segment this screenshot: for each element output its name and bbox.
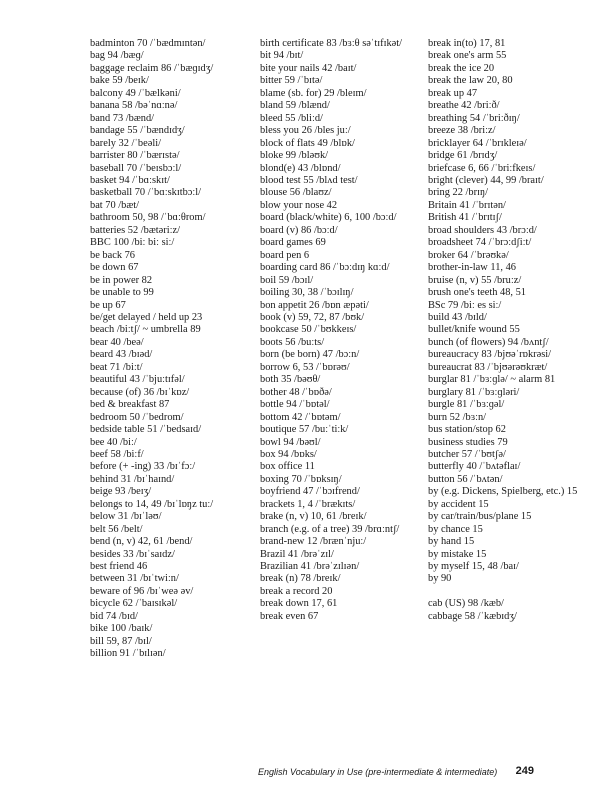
index-entry: bleed 55 /bliːd/ (260, 112, 323, 124)
index-entry: bureaucrat 83 /ˈbjʊərəʊkræt/ (428, 361, 548, 373)
index-entry: behind 31 /bɪˈhaɪnd/ (90, 473, 175, 485)
index-entry: blond(e) 43 /blɒnd/ (260, 162, 341, 174)
index-entry: breeze 38 /briːz/ (428, 125, 496, 137)
index-entry: badminton 70 /ˈbædmɪntən/ (90, 38, 206, 49)
index-entry: belongs to 14, 49 /bɪˈlɒŋz tuː/ (90, 498, 214, 510)
index-entry: blouse 56 /blaʊz/ (260, 187, 332, 199)
index-entry: bullet/knife wound 55 (428, 324, 520, 336)
index-entry: bite your nails 42 /baɪt/ (260, 62, 357, 74)
index-entry: brush one's teeth 48, 51 (428, 287, 526, 299)
index-entry: break down 17, 61 (260, 598, 338, 610)
index-entry: branch (e.g. of a tree) 39 /brɑːntʃ/ (260, 523, 400, 535)
index-entry: basketball 70 /ˈbɑːskɪtbɔːl/ (90, 187, 202, 199)
index-entry: by 90 (428, 573, 452, 585)
index-entry: be up 67 (90, 299, 126, 311)
index-entry: beige 93 /beɪʒ/ (90, 486, 152, 498)
index-entry: boots 56 /buːts/ (260, 336, 325, 348)
index-entry: bedroom 50 /ˈbedrom/ (90, 411, 184, 423)
index-entry: Brazilian 41 /brəˈzɪlɪən/ (260, 561, 360, 573)
index-entry: bring 22 /brɪŋ/ (428, 187, 488, 199)
index-entry: by accident 15 (428, 498, 489, 510)
index-entry: basket 94 /ˈbɑːskɪt/ (90, 174, 170, 186)
index-entry: blood test 55 /blʌd test/ (260, 174, 358, 186)
index-entry: boxing 70 /ˈbɒksɪŋ/ (260, 473, 342, 485)
index-entry: bear 40 /beə/ (90, 336, 144, 348)
index-entry: boarding card 86 /ˈbɔːdɪŋ kɑːd/ (260, 262, 390, 274)
index-entry: borrow 6, 53 /ˈbɒrəʊ/ (260, 361, 350, 373)
index-entry: bon appetit 26 /bɒn æpəti/ (260, 299, 369, 311)
index-entry: bicycle 62 /ˈbaɪsɪkəl/ (90, 598, 178, 610)
index-entry: break even 67 (260, 610, 319, 622)
index-entry: bill 59, 87 /bɪl/ (90, 635, 152, 647)
page-number: 249 (515, 765, 534, 777)
index-entry: business studies 79 (428, 436, 508, 448)
index-entry: bid 74 /bɪd/ (90, 610, 138, 622)
index-entry: bend (n, v) 42, 61 /bend/ (90, 536, 193, 548)
index-entry: bruise (n, v) 55 /bruːz/ (428, 274, 522, 286)
index-entry: bunch (of flowers) 94 /bʌntʃ/ (428, 336, 549, 348)
index-entry: brake (n, v) 10, 61 /breɪk/ (260, 511, 367, 523)
index-entry: bottom 42 /ˈbɒtəm/ (260, 411, 341, 423)
index-entry: Britain 41 /ˈbrɪtən/ (428, 199, 506, 211)
index-entry: brackets 1, 4 /ˈbrækɪts/ (260, 498, 356, 510)
index-entry: banana 58 /bəˈnɑːnə/ (90, 100, 178, 112)
index-entry: beard 43 /bɪəd/ (90, 349, 153, 361)
index-entry: build 43 /bɪld/ (428, 311, 487, 323)
index-entry: break up 47 (428, 87, 478, 99)
index-entry: BBC 100 /biː biː siː/ (90, 237, 175, 249)
index-entry: box 94 /bɒks/ (260, 448, 317, 460)
index-entry: besides 33 /bɪˈsaɪdz/ (90, 548, 175, 560)
index-entry: broker 64 /ˈbrəʊkə/ (428, 249, 509, 261)
index-entry: blow your nose 42 (260, 199, 338, 211)
index-entry: billion 91 /ˈbɪlɪən/ (90, 648, 166, 660)
index-entry: be down 67 (90, 262, 139, 274)
index-entry: burgle 81 /ˈbɜːɡəl/ (428, 399, 505, 411)
index-entry: bottle 94 /ˈbɒtəl/ (260, 399, 330, 411)
index-entry: best friend 46 (90, 561, 148, 573)
index-entry: briefcase 6, 66 /ˈbriːfkeɪs/ (428, 162, 536, 174)
index-entry: breathe 42 /briːð/ (428, 100, 500, 112)
index-column-3 (428, 38, 588, 623)
index-entry: band 73 /bænd/ (90, 112, 155, 124)
index-entry: butterfly 40 /ˈbʌtəflaɪ/ (428, 461, 521, 473)
index-entry: bookcase 50 /ˈbʊkkeɪs/ (260, 324, 357, 336)
index-entry: breathing 54 /ˈbriːðɪŋ/ (428, 112, 520, 124)
index-entry: bless you 26 /bles juː/ (260, 125, 351, 137)
index-entry: born (be born) 47 /bɔːn/ (260, 349, 360, 361)
index-entry: batteries 52 /bætəriːz/ (90, 224, 181, 236)
index-entry: bat 70 /bæt/ (90, 199, 140, 211)
index-entry: be/get delayed / held up 23 (90, 311, 203, 323)
index-entry: by myself 15, 48 /baɪ/ (428, 561, 519, 573)
page-footer (258, 766, 558, 780)
index-entry: below 31 /bɪˈləʊ/ (90, 511, 162, 523)
index-entry: baggage reclaim 86 /ˈbæɡɪdʒ/ (90, 62, 214, 74)
index-entry: both 35 /bəʊθ/ (260, 374, 321, 386)
index-entry: board games 69 (260, 237, 326, 249)
index-entry: bathroom 50, 98 /ˈbɑːθrom/ (90, 212, 206, 224)
index-entry: birth certificate 83 /bɜːθ səˈtɪfɪkət/ (260, 38, 403, 49)
index-entry: board (black/white) 6, 100 /bɔːd/ (260, 212, 397, 224)
index-entry: bake 59 /beɪk/ (90, 75, 149, 87)
index-entry: beat 71 /biːt/ (90, 361, 143, 373)
index-entry: break one's arm 55 (428, 50, 507, 62)
index-entry: beef 58 /biːf/ (90, 448, 144, 460)
book-title: English Vocabulary in Use (pre-intermediate & intermediate) (258, 767, 498, 777)
index-entry: break the ice 20 (428, 62, 495, 74)
index-entry: beautiful 43 /ˈbjuːtɪfəl/ (90, 374, 185, 386)
index-entry: bed & breakfast 87 (90, 399, 170, 411)
index-entry: box office 11 (260, 461, 315, 473)
index-entry: break a record 20 (260, 585, 333, 597)
index-entry: bitter 59 /ˈbɪtə/ (260, 75, 323, 87)
index-entry: by hand 15 (428, 536, 475, 548)
index-entry: before (+ -ing) 33 /bɪˈfɔː/ (90, 461, 196, 473)
index-entry: between 31 /bɪˈtwiːn/ (90, 573, 179, 585)
index-entry: butcher 57 /ˈbʊtʃə/ (428, 448, 506, 460)
index-column-1 (90, 38, 252, 661)
index-entry: brand-new 12 /brænˈnjuː/ (260, 536, 367, 548)
index-entry: bus station/stop 62 (428, 424, 506, 436)
index-entry: button 56 /ˈbʌtən/ (428, 473, 503, 485)
index-entry: barely 32 /ˈbeəli/ (90, 137, 161, 149)
index-entry: baseball 70 /ˈbeɪsbɔːl/ (90, 162, 182, 174)
index-entry: be in power 82 (90, 274, 153, 286)
index-entry: Brazil 41 /brəˈzɪl/ (260, 548, 334, 560)
index-entry: brother-in-law 11, 46 (428, 262, 516, 274)
index-column-2 (260, 38, 420, 623)
index-entry: by (e.g. Dickens, Spielberg, etc.) 15 (428, 486, 578, 498)
index-entry: bike 100 /baɪk/ (90, 623, 153, 635)
index-entry: bloke 99 /bləʊk/ (260, 150, 329, 162)
index-entry: burn 52 /bɜːn/ (428, 411, 487, 423)
index-entry: board (v) 86 /bɔːd/ (260, 224, 338, 236)
index-entry: board pen 6 (260, 249, 310, 261)
index-entry: beach /biːtʃ/ ~ umbrella 89 (90, 324, 201, 336)
index-entry: because (of) 36 /bɪˈkɒz/ (90, 386, 190, 398)
index-entry: bee 40 /biː/ (90, 436, 137, 448)
index-entry: broad shoulders 43 /brɔːd/ (428, 224, 537, 236)
index-entry: bag 94 /bæɡ/ (90, 50, 144, 62)
index-entry: boiling 30, 38 /ˈbɔɪlɪŋ/ (260, 287, 354, 299)
index-entry: boyfriend 47 /ˈbɔɪfrend/ (260, 486, 360, 498)
index-entry: bowl 94 /bəʊl/ (260, 436, 321, 448)
index-entry: barrister 80 /ˈbærɪstə/ (90, 150, 180, 162)
index-entry: British 41 /ˈbrɪtɪʃ/ (428, 212, 502, 224)
section-gap (428, 586, 588, 598)
index-entry: bright (clever) 44, 99 /braɪt/ (428, 174, 544, 186)
index-entry: burglary 81 /ˈbɜːɡləri/ (428, 386, 520, 398)
index-entry: bricklayer 64 /ˈbrɪkleɪə/ (428, 137, 527, 149)
index-entry: cabbage 58 /ˈkæbɪdʒ/ (428, 610, 517, 622)
index-entry: by mistake 15 (428, 548, 487, 560)
index-entry: break the law 20, 80 (428, 75, 513, 87)
index-entry: bandage 55 /ˈbændɪdʒ/ (90, 125, 185, 137)
index-entry: break in(to) 17, 81 (428, 38, 506, 49)
index-entry: bother 48 /ˈbɒðə/ (260, 386, 332, 398)
index-entry: break (n) 78 /breɪk/ (260, 573, 341, 585)
index-entry: burglar 81 /ˈbɜːɡlə/ ~ alarm 81 (428, 374, 556, 386)
index-entry: book (v) 59, 72, 87 /bʊk/ (260, 311, 365, 323)
index-entry: block of flats 49 /blɒk/ (260, 137, 355, 149)
index-entry: balcony 49 /ˈbælkəni/ (90, 87, 181, 99)
index-entry: BSc 79 /biː es siː/ (428, 299, 502, 311)
index-entry: be unable to 99 (90, 287, 154, 299)
index-entry: by car/train/bus/plane 15 (428, 511, 532, 523)
index-entry: bedside table 51 /ˈbedsaɪd/ (90, 424, 202, 436)
index-entry: belt 56 /belt/ (90, 523, 143, 535)
index-entry: bureaucracy 83 /bjʊəˈrɒkrəsi/ (428, 349, 552, 361)
index-entry: blame (sb. for) 29 /bleɪm/ (260, 87, 367, 99)
index-entry: bridge 61 /brɪdʒ/ (428, 150, 498, 162)
index-entry: bit 94 /bɪt/ (260, 50, 304, 62)
index-entry: boutique 57 /buːˈtiːk/ (260, 424, 349, 436)
index-entry: bland 59 /blænd/ (260, 100, 330, 112)
index-entry: boil 59 /bɔɪl/ (260, 274, 314, 286)
index-entry: by chance 15 (428, 523, 483, 535)
index-entry: be back 76 (90, 249, 136, 261)
index-entry: beware of 96 /bɪˈweə əv/ (90, 585, 194, 597)
index-entry: cab (US) 98 /kæb/ (428, 598, 504, 610)
index-entry: broadsheet 74 /ˈbrɔːdʃiːt/ (428, 237, 532, 249)
